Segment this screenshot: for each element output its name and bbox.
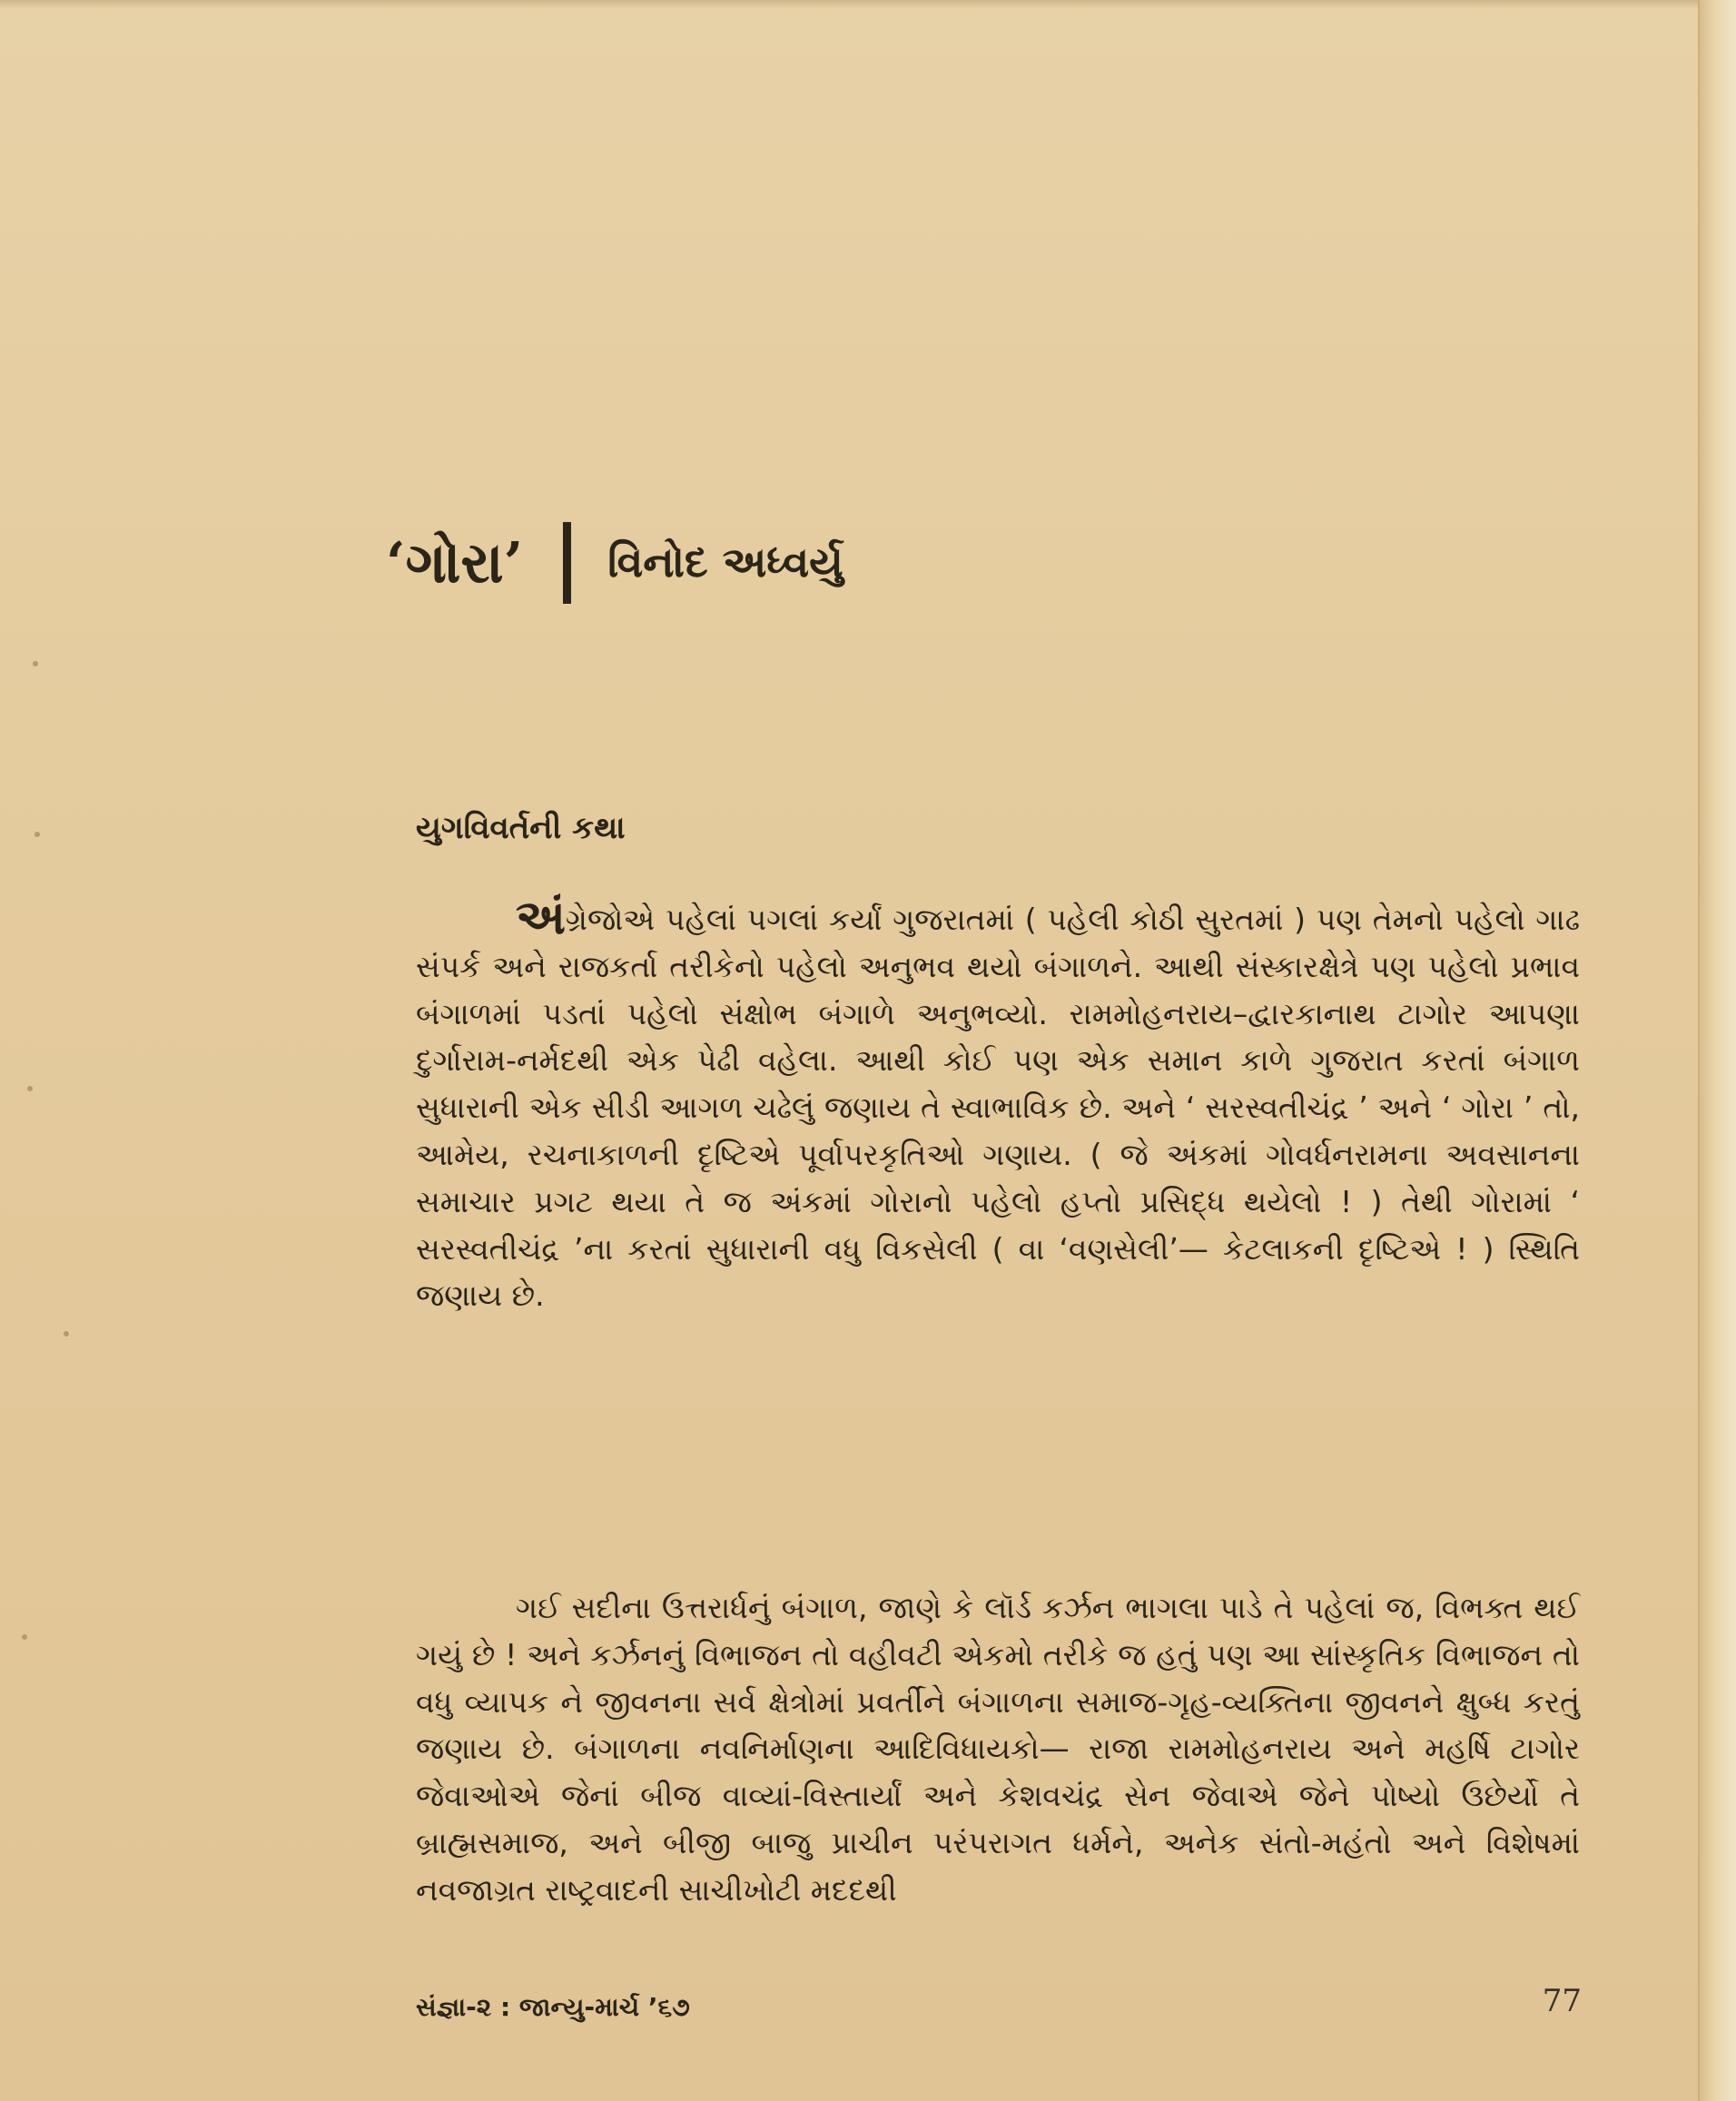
page-right-edge [1698,0,1736,2101]
journal-footer: સંજ્ઞા-૨ : જાન્યુ-માર્ચ ’૬૭ [416,1992,690,2022]
title-divider [563,522,571,604]
section-heading: યુગવિવર્તની કથા [416,810,626,846]
article-author: વિનોદ અધ્વર્યુ [607,538,843,587]
paper-speck [33,661,38,666]
paper-speck [35,832,40,837]
paper-speck [22,1634,27,1640]
article-title: ‘ગોરા’ [386,529,524,596]
drop-cap: અં [516,891,566,945]
page-top-edge [0,0,1736,9]
paper-speck [27,1086,33,1091]
paragraph-2: ગઈ સદીના ઉત્તરાર્ધનું બંગાળ, જાણે કે લૉર્ડ કર્ઝન ભાગલા પાડે તે પહેલાં જ, વિભક્ત થઈ ગયું છે ! અને કર્ઝનનું વિભાજન તો વહીવટી એકમો તરીકે જ હતું પણ આ સાંસ્કૃતિક વિભાજન તો વધુ વ્યાપક ને જીવનના સર્વ ક્ષેત્રોમાં પ્રવર્તીને બંગાળના સમાજ-ગૃહ-વ્યક્તિના જીવનને ક્ષુબ્ધ કરતું જણાય છે. બંગાળના નવનિર્માણના આદિવિધાયકો— રાજા રામમોહનરાય અને મહર્ષિ ટાગોર જેવાઓએ જેનાં બીજ વાવ્યાં-વિસ્તાર્યાં અને કેશવચંદ્ર સેન જેવાએ જેને પોષ્યો ઉછેર્યો તે બ્રાહ્મસમાજ, અને બીજી બાજુ પ્રાચીન પરંપરાગત ધર્મને, અનેક સંતો-મહંતો અને વિશેષમાં નવજાગ્રત રાષ્ટ્રવાદની સાચીખોટી મદદથી [416,1590,1581,1908]
paper-speck [64,1331,69,1337]
article-header [386,513,843,613]
paragraph-1 [416,891,1580,1319]
paragraph-1-text: ગ્રેજોએ પહેલાં પગલાં કર્યાં ગુજરાતમાં ( પહેલી કોઠી સુરતમાં ) પણ તેમનો પહેલો ગાઢ સંપર્ક અને રાજકર્તા તરીકેનો પહેલો અનુભવ થયો બંગાળને. આથી સંસ્કારક્ષેત્રે પણ પહેલો પ્રભાવ બંગાળમાં પડતાં પહેલો સંક્ષોભ બંગાળે અનુભવ્યો. રામમોહનરાય–દ્વારકાનાથ ટાગોર આપણા દુર્ગારામ-નર્મદથી એક પેઢી વહેલા. આથી કોઈ પણ એક સમાન કાળે ગુજરાત કરતાં બંગાળ સુધારાની એક સીડી આગળ ચઢેલું જણાય તે સ્વાભાવિક છે. અને ‘ સરસ્વતીચંદ્ર ’ અને ‘ ગોરા ’ તો, આમેય, રચનાકાળની દૃષ્ટિએ પૂર્વાપરકૃતિઓ ગણાય. ( જે અંકમાં ગોવર્ધનરામના અવસાનના સમાચાર પ્રગટ થયા તે જ અંકમાં ગોરાનો પહેલો હપ્તો પ્રસિદ્ધ થયેલો ! ) તેથી ગોરામાં ‘ સરસ્વતીચંદ્ર ’ના કરતાં સુધારાની વધુ વિકસેલી ( વા ‘વણસેલી’— કેટલાકની દૃષ્ટિએ ! ) સ્થિતિ જણાય છે. [416,902,1580,1314]
page-number: 77 [1542,1983,1582,2019]
